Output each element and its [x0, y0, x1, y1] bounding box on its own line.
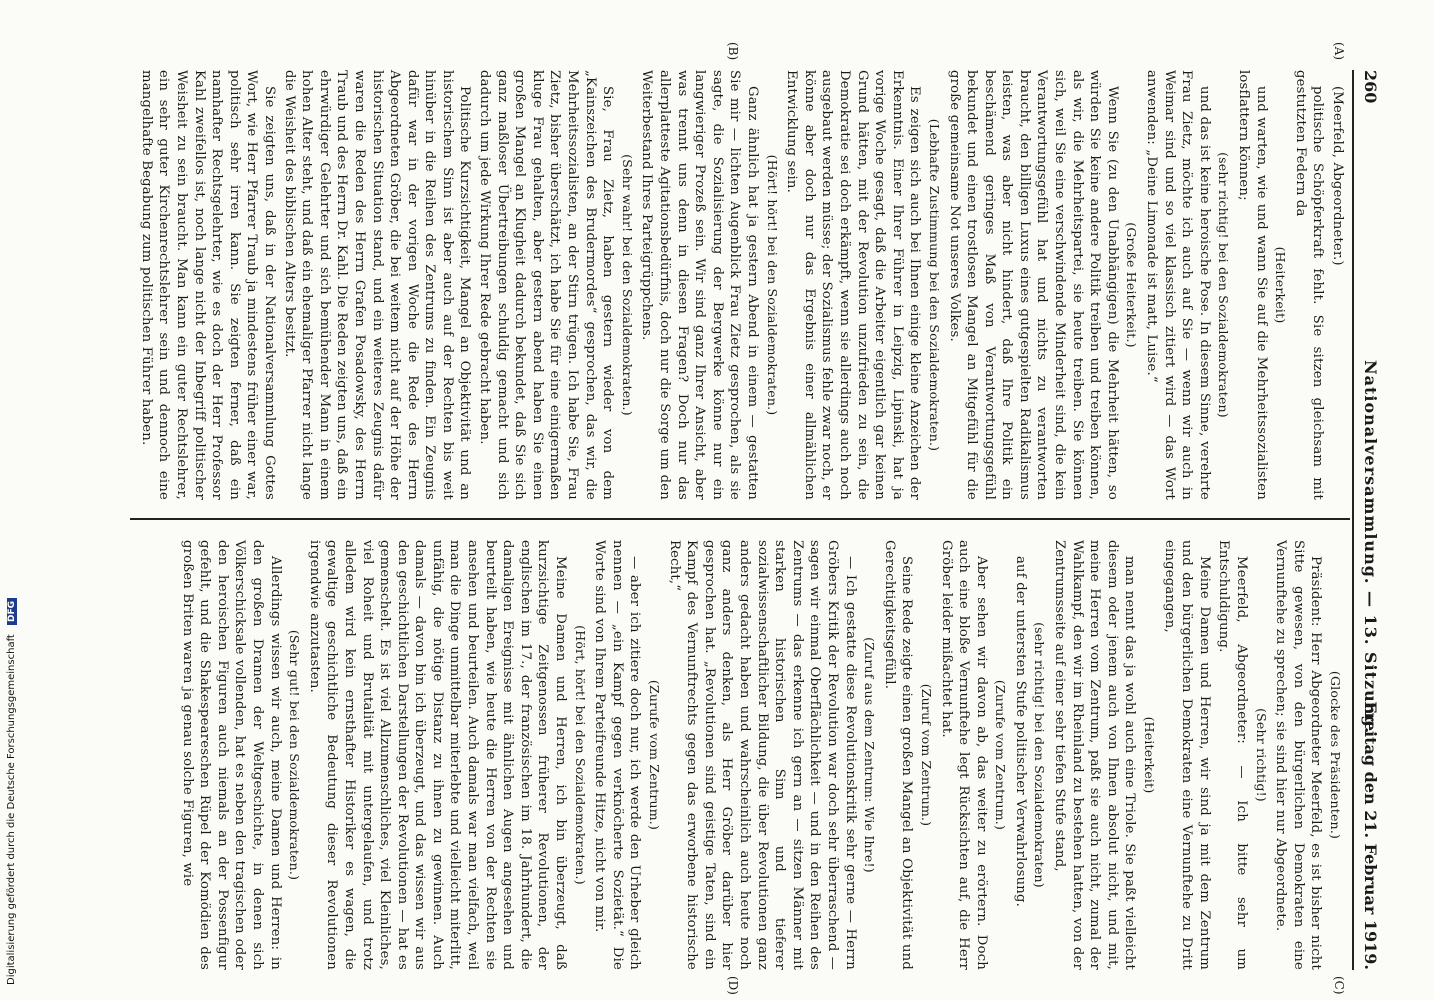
- session-title: Nationalversammlung. — 13. Sitzung.: [1361, 360, 1380, 735]
- credit-text: Digitalisierung gefördert durch die Deutsche Forschungsgemeinschaft: [6, 634, 17, 985]
- page-header: [1356, 70, 1380, 970]
- margin-mark-d: (D): [726, 976, 740, 995]
- stage-direction: (Sehr wahr! bei den Sozialdemokraten.): [619, 154, 635, 416]
- paragraph: Aber sehen wir davon ab, das weiter zu erörtern. Doch auch eine bloße Vernunftehe legt Rücksichten auf, die Herr Gröber leider mißachtet hat.: [938, 540, 989, 970]
- column-divider: [130, 518, 1350, 520]
- stage-direction: (Heiterkeit): [1273, 246, 1289, 324]
- stage-direction: (Zurufe vom Zentrum.): [993, 679, 1009, 831]
- paragraph: Politische Kurzsichtigkeit, Mangel an Objektivität und an historischem Sinn ist aber auch auf der Rechten bis weit hinüber in die Reihen des Zentrums zu finden. Ein Zeugnis dafür war in der vorigen Woche die Rede des Herrn Abgeordneten Gröber, die bei weitem nicht auf der Höhe der historischen Situation stand, und ein weiteres Zeugnis dafür waren die Reden des Herrn Grafen Posadowsky, des Herrn Traub und des Herrn Dr. Kahl. Die Reden zeigten uns, daß ein ehrwürdiger Gelehrter und sich bemühender Mann in einem hohen Alter steht, und daß ein ehemaliger Pfarrer nicht lange die Weisheit des biblischen Alters besitzt.: [281, 70, 473, 500]
- stage-direction: (Hört! hört! bei den Sozialdemokraten.): [764, 154, 780, 416]
- paragraph: auf der untersten Stufe politischer Verwahrlosung.: [1012, 556, 1028, 908]
- paragraph: Präsident: Herr Abgeordneter Meerfeld, es ist bisher nicht Sitte gewesen, von den bürgerlichen Demokraten eine Vernunftehe zu sprechen; sie sind hier nur Abgeordnete.: [1273, 540, 1324, 970]
- paragraph: Allerdings wissen wir auch, meine Damen und Herren: in den großen Dramen der Weltgeschichte, in denen sich Völkerschicksale vollenden, hat es neben den tragischen oder den heroischen Figuren auch niemals an der Possenfigur gefehlt, und die Shakespeareschen Rüpel der Komödien des großen Briten waren ja genau solche Figuren, wie: [179, 540, 283, 970]
- digitization-credit: [6, 5, 20, 985]
- left-column: [135, 70, 1346, 500]
- paragraph: Meerfeld, Abgeordneter: — Ich bitte sehr um Entschuldigung.: [1216, 540, 1250, 970]
- paragraph: und das ist keine heroische Pose. In diesem Sinne, verehrte Frau Zietz, möchte ich auch auf Sie — wenn wir auch in Weimar sind und so viel klassisch zitiert wird — das Wort anwenden: „Deine Limonade ist matt, Luise.“: [1144, 70, 1212, 500]
- stage-direction: (Große Heiterkeit.): [1124, 222, 1140, 348]
- paragraph: — Ich gestatte diese Revolutionskritik sehr gerne — Herrn Gröbers Kritik der Revolution war doch sehr überraschend — sagen wir einmal Oberflächlichkeit — und in den Reihen des Zentrums — das erkenne ich gern an — sitzen Männer mit starken historischen Sinn und tieferer sozialwissenschaftlicher Bildung, die über Revolutionen ganz anders gedacht haben und wahrscheinlich auch heute noch ganz anders denken, als Herr Gröber darüber hier gesprochen hat. „Revolutionen sind geistige Taten, sind ein Kampf des Vernunftrechts gegen das erworbene historische Recht,“: [666, 540, 858, 970]
- paragraph: Es zeigen sich auch bei Ihnen einige kleine Anzeichen der Erkenntnis. Einer Ihrer Führer in Leipzig, Lipinski, hat ja vorige Woche gesagt, daß die Arbeiter eigentlich gar keinen Grund hätten, mit der Revolution unzufrieden zu sein, die Demokratie sei doch erkämpft, wenn sie allerdings auch noch ausgebaut werden müsse; der Sozialismus fehle zwar noch, er könne aber doch nur das Ergebnis einer allmählichen Entwicklung sein.: [784, 70, 923, 500]
- margin-mark-a: (A): [1332, 42, 1346, 61]
- stage-direction: (Heiterkeit): [1142, 716, 1158, 794]
- paragraph: — aber ich zitiere doch nur, ich werde den Urheber gleich nennen — „ein Kampf gegen verknöcherte Sozietät.“ Die Worte sind von Ihrem Parteifreunde Hitze, nicht von mir.: [592, 540, 643, 970]
- paragraph: Sie, Frau Zietz, haben gestern wieder von dem „Kainszeichen des Brudermordes“ gesprochen, das wir, die Mehrheitssozialisten, an der Stirn trügen. Ich habe Sie, Frau Zietz, bisher überschätzt, ich habe Sie für eine einigermaßen kluge Frau gehalten, aber gestern abend haben Sie einen großen Mangel an Klugheit dadurch bekundet, daß Sie sich ganz maßloser Übertreibungen schuldig gemacht und sich dadurch um jede Wirkung Ihrer Rede gebracht haben.: [477, 70, 616, 500]
- session-date: Freitag den 21. Februar 1919.: [1361, 701, 1380, 970]
- stage-direction: (Sehr gut! bei den Sozialdemokraten.): [287, 629, 303, 881]
- margin-mark-c: (C): [1332, 976, 1346, 995]
- paragraph: Seine Rede zeigte einen großen Mangel an Objektivität und Gerechtigkeitsgefühl.: [881, 540, 915, 970]
- paragraph: und warten, wie und wann Sie auf die Mehrheitssozialisten losflattern können;: [1236, 70, 1269, 500]
- stage-direction: (Lebhafte Zustimmung bei den Sozialdemokraten.): [926, 118, 942, 452]
- margin-mark-b: (B): [726, 42, 740, 61]
- paragraph: Wenn Sie (zu den Unabhängigen) die Mehrheit hätten, so würden Sie keine andere Politik treiben und treiben können, als wir, die Mehrheitspartei, sie heute treiben. Sie können sich, weil Sie eine verschwindende Minderheit sind, die kein Verantwortungsgefühl hat und nichts zu verantworten braucht, den billigen Luxus eines gutgespielten Radikalismus leisten, was aber nicht hindert, daß Ihre Politik ein beschämend geringes Maß von Verantwortungsgefühl bekundet und einen trostlosen Mangel an Mitgefühl für die große gemeinsame Not unseres Volkes.: [946, 70, 1120, 500]
- stage-direction: (Zurufe vom Zentrum.): [647, 679, 663, 831]
- rotated-page-content: [80, 42, 1380, 995]
- right-column: [176, 540, 1346, 970]
- dfg-logo: DFG: [7, 598, 17, 625]
- paragraph: politische Schöpferkraft fehlt. Sie sitzen gleichsam mit gestutzten Federn da: [1292, 70, 1326, 500]
- stage-direction: (Zuruf vom Zentrum.): [918, 683, 934, 827]
- paragraph: Ganz ähnlich hat ja gestern Abend in einem — gestatten Sie mir — lichten Augenblick Frau Zietz gesprochen, als sie sagte, die Sozialisierung der Bergwerke könne nur ein langwieriger Prozeß sein. Wir sind ganz Ihrer Ansicht, aber was trennt uns denn in diesen Fragen? Doch nur das allerplatteste Agitationsbedürfnis, doch nur die Sorge um den Weiterbestand Ihres Parteigrüppchens.: [639, 70, 760, 500]
- paragraph: man nennt das ja wohl auch eine Triole. Sie paßt vielleicht diesem oder jenem auch von Ihnen absolut nicht, und mit, meine Herren vom Zentrum, paßt sie auch nicht, zumal der Wahlkampf, den wir im Rheinland zu bestehen hatten, von der Zentrumsseite auf einer sehr tiefen Stufe stand,: [1052, 540, 1138, 970]
- stage-direction: (Sehr richtig!): [1253, 708, 1269, 802]
- stage-direction: (Glocke des Präsidenten.): [1328, 670, 1343, 840]
- paragraph: Meine Damen und Herren, ich bin überzeugt, daß kurzsichtige Zeitgenossen früherer Revolutionen, der englischen im 17., der französischen im 18. Jahrhundert, die damaligen Ereignisse mit ähnlichen Augen angesehen und beurteilt haben, wie heute die Herren von der Rechten sie ansehen und beurteilen. Auch damals war man vielfach, weil man die Dinge unmittelbar miterlebte und vielleicht miterlitt, unfähig, die nötige Distanz zu ihnen zu gewinnen. Auch damals — davon bin ich überzeugt, und das wissen wir aus den geschichtlichen Darstellungen der Revolutionen — hat es gemenschelt. Es ist viel Allzumenschliches, viel Kleinliches, viel Roheit und Brutalität mit untergelaufen, und trotz alledem wird kein ernsthafter Historiker es wagen, die gewaltige geschichtliche Bedeutung dieser Revolutionen irgendwie anzutasten.: [306, 540, 569, 970]
- paragraph: (Meerfeld, Abgeordneter.): [1330, 86, 1345, 266]
- stage-direction: (Hört, hört! bei den Sozialdemokraten.): [572, 625, 588, 885]
- paragraph: Sie zeigten uns, daß in der Nationalversammlung Gottes Wort, wie Herr Pfarrer Traub ja mindestens früher einer war, politisch sehr irren kann. Sie zeigten ferner, daß ein namhafter Rechtsgelehrter, wie es doch der Herr Professor Kahl zweifellos ist, noch lange nicht der Inbegriff politischer Weisheit zu sein braucht. Man kann ein guter Rechtslehrer, ein sehr guter Kirchenrechtslehrer sein und dennoch eine mangelhafte Begabung zum politischen Führer haben.: [138, 70, 277, 500]
- header-rule: [1352, 70, 1354, 970]
- stage-direction: (Zuruf aus dem Zentrum: Wie Ihre!): [862, 637, 878, 873]
- page-number: 260: [1361, 70, 1380, 104]
- stage-direction: (sehr richtig! bei den Sozialdemokraten): [1216, 152, 1232, 418]
- stage-direction: (sehr richtig! bei den Sozialdemokraten): [1032, 622, 1048, 888]
- paragraph: Meine Damen und Herren, wir sind ja mit dem Zentrum und den bürgerlichen Demokraten eine Vernunftehe zu Dritt eingegangen,: [1161, 540, 1212, 970]
